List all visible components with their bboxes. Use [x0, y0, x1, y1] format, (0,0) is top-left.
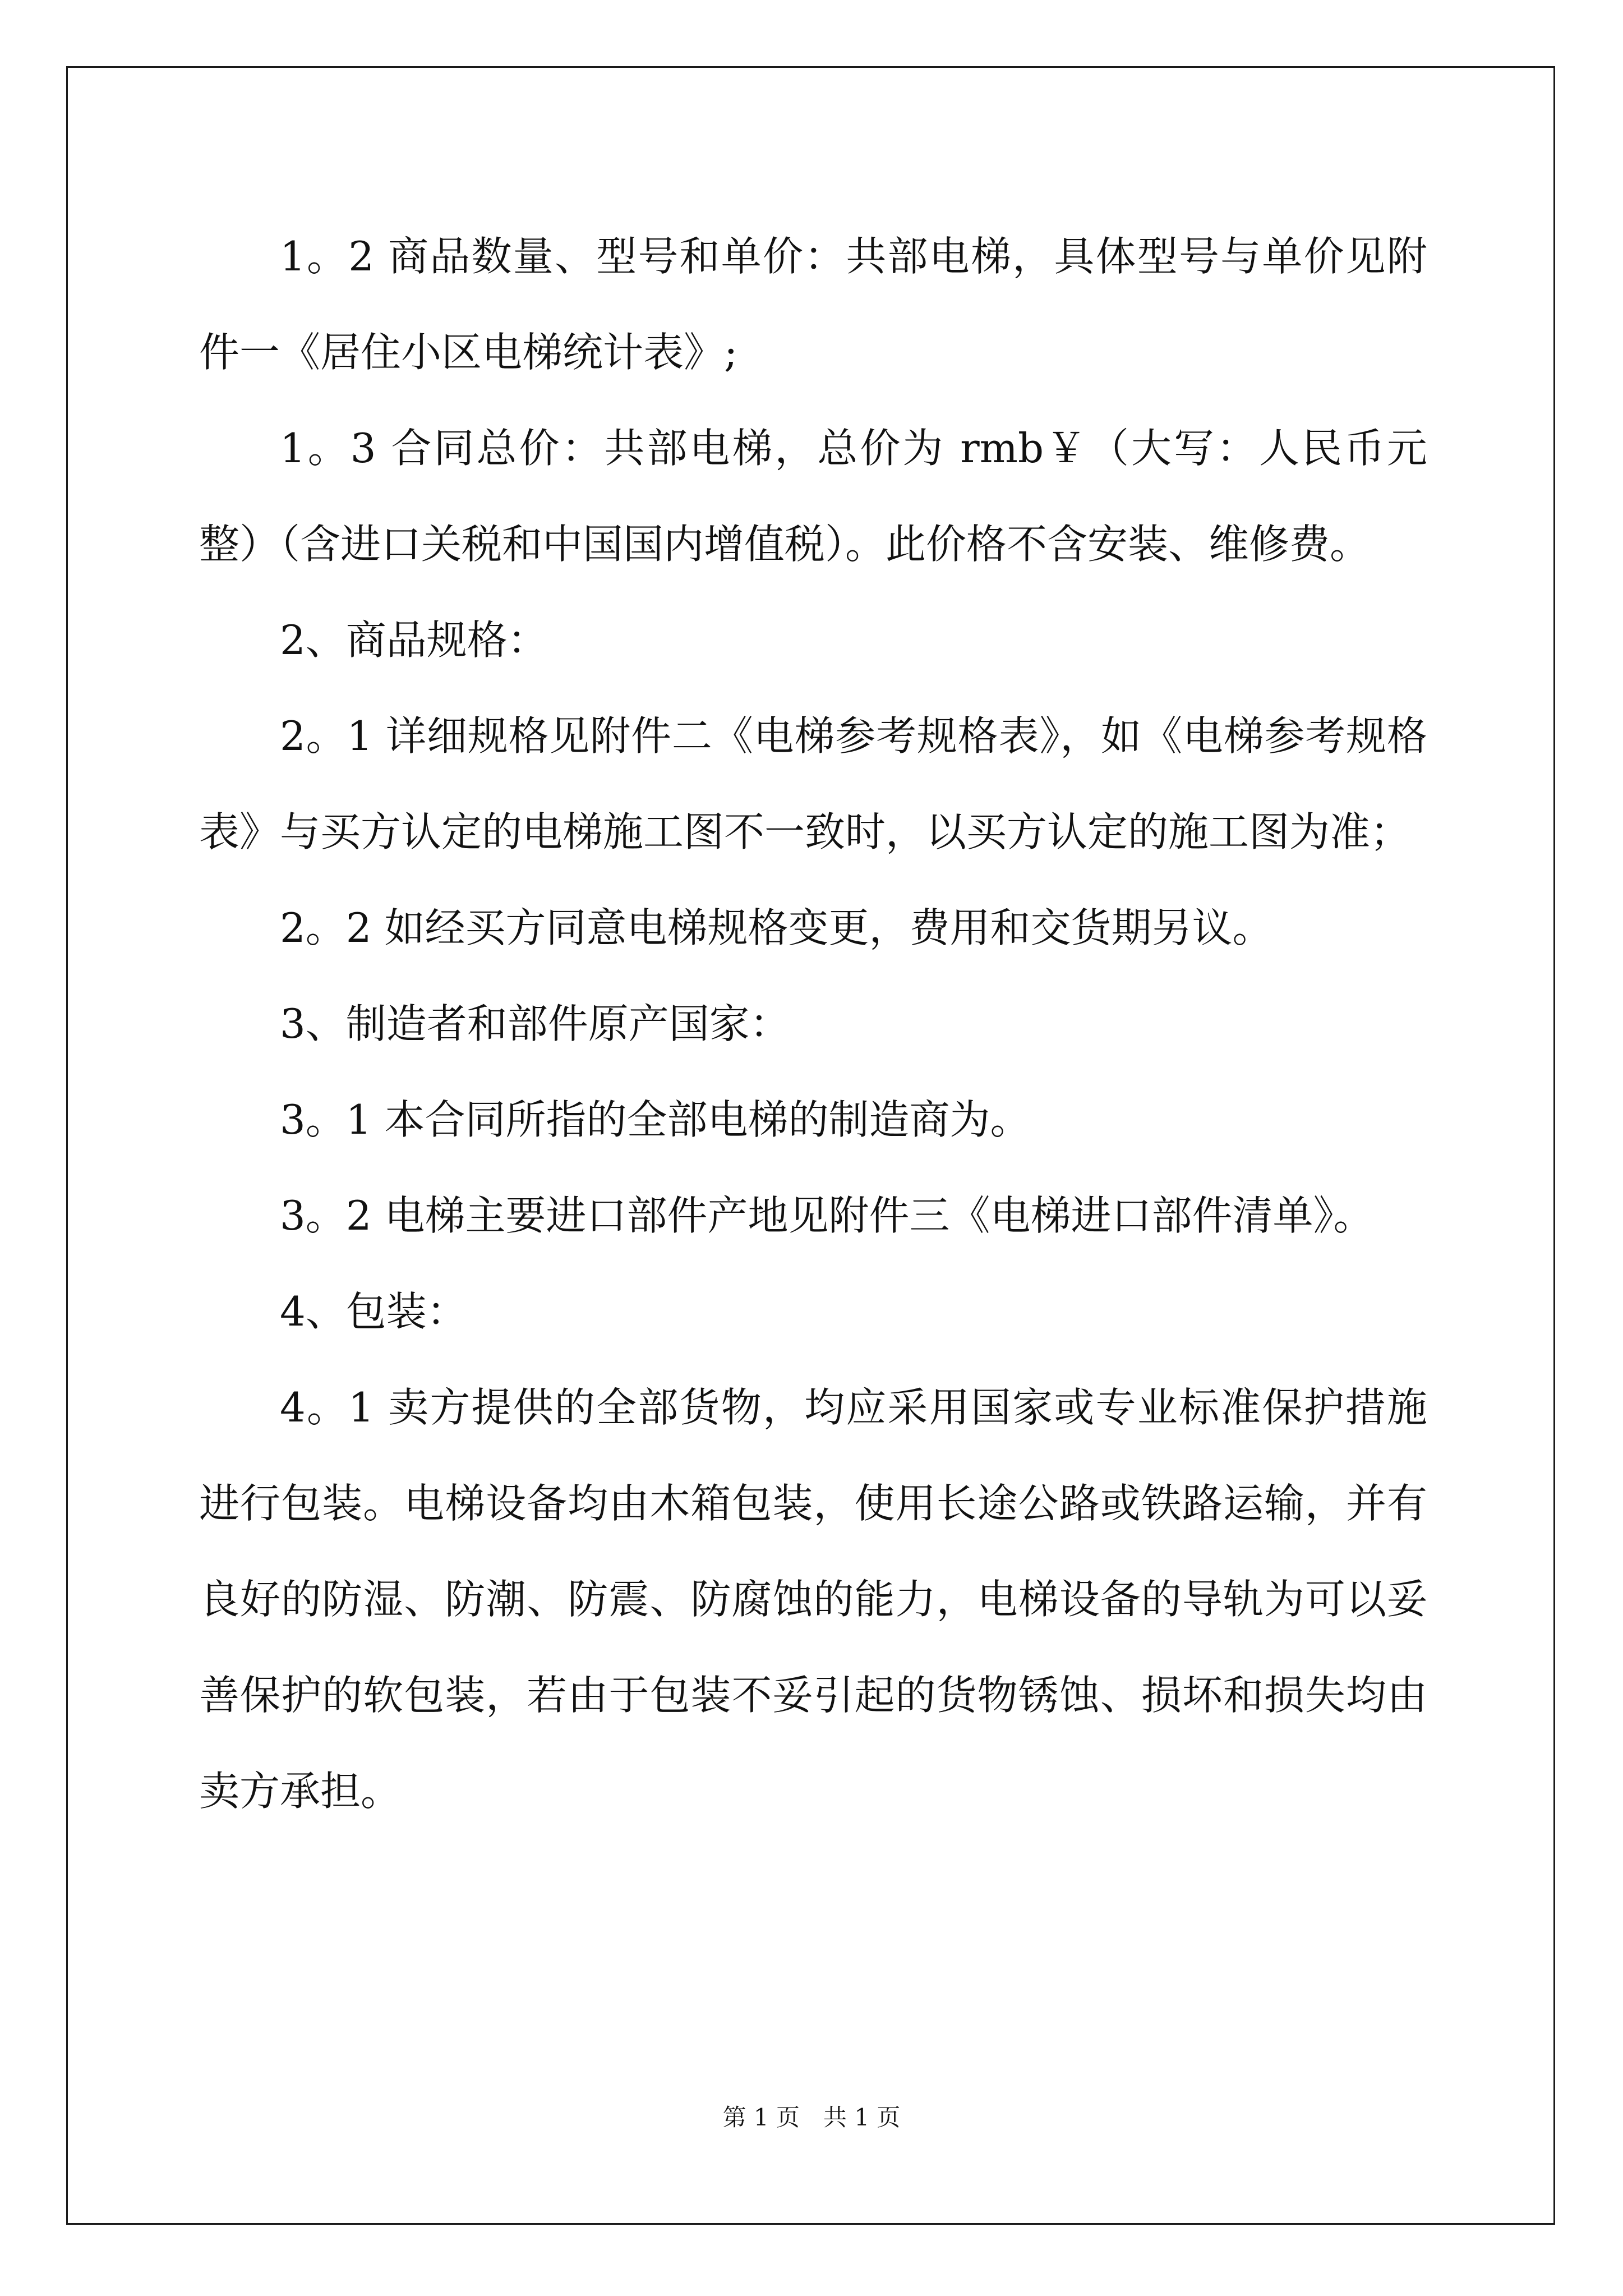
paragraph-3-1: 3。1 本合同所指的全部电梯的制造商为。 — [280, 1096, 1031, 1143]
heading-2: 2、商品规格： — [280, 616, 548, 664]
paragraph-1-2: 1。2 商品数量、型号和单价：共部电梯，具体型号与单价见附件一《居住小区电梯统计表》; — [199, 233, 1427, 376]
paragraph-4-1: 4。1 卖方提供的全部货物，均应采用国家或专业标准保护措施进行包装。电梯设备均由木箱包装，使用长途公路或铁路运输，并有良好的防湿、防潮、防震、防腐蚀的能力，电梯设备的导轨为可以妥善保护的软包装，若由于包装不妥引起的货物锈蚀、损坏和损失均由卖方承担。 — [199, 1384, 1427, 1815]
paragraph-3-2: 3。2 电梯主要进口部件产地见附件三《电梯进口部件清单》。 — [280, 1192, 1374, 1239]
page-footer: 第 1 页 共 1 页 — [722, 2104, 901, 2131]
paragraph-2-1: 2。1 详细规格见附件二《电梯参考规格表》，如《电梯参考规格表》与买方认定的电梯施工图不一致时，以买方认定的施工图为准； — [199, 712, 1427, 855]
heading-4: 4、包装： — [280, 1288, 467, 1335]
paragraph-1-3: 1。3 合同总价：共部电梯，总价为 rmb￥（大写：人民币元整）（含进口关税和中国国内增值税）。此价格不含安装、维修费。 — [199, 425, 1427, 568]
paragraph-2-2: 2。2 如经买方同意电梯规格变更，费用和交货期另议。 — [280, 904, 1273, 951]
heading-3: 3、制造者和部件原产国家： — [280, 1000, 790, 1047]
document-body — [199, 209, 1427, 1839]
